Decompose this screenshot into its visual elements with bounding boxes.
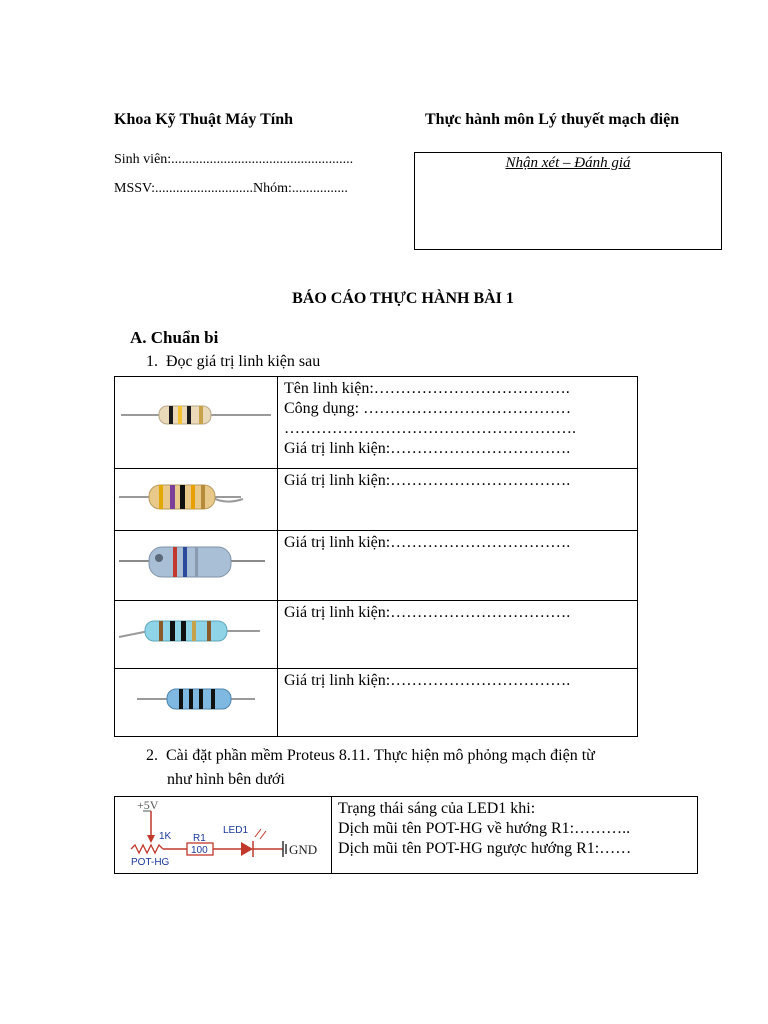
pot-value-label: 1K	[159, 831, 172, 842]
item1	[146, 352, 320, 372]
pot-name-label: POT-HG	[131, 857, 170, 868]
resistor-image	[115, 377, 275, 463]
component-image-cell	[115, 377, 278, 469]
circuit-diagram	[115, 797, 331, 873]
student-id-line	[114, 181, 348, 197]
course-title: Thực hành môn Lý thuyết mạch điện	[425, 111, 680, 128]
component-image-cell	[115, 601, 278, 669]
component-name-line: Tên linh kiện:……………………………….	[284, 380, 570, 397]
component-value-line: Giá trị linh kiện:…………………………….	[284, 534, 571, 551]
item2-number: 2.	[146, 747, 158, 764]
resistor-image	[115, 669, 275, 731]
evaluation-label: Nhận xét – Đánh giá	[505, 155, 631, 171]
report-title: BÁO CÁO THỰC HÀNH BÀI 1	[292, 290, 514, 307]
r1-value-label: 100	[191, 845, 208, 856]
led-name-label: LED1	[223, 825, 249, 836]
component-row	[115, 601, 638, 669]
component-usage-line-2: ……………………………………………….	[284, 420, 576, 437]
item1-text: Đọc giá trị linh kiện sau	[166, 353, 321, 370]
component-image-cell	[115, 469, 278, 531]
item1-number: 1.	[146, 353, 158, 370]
component-value-line: Giá trị linh kiện:…………………………….	[284, 604, 571, 621]
component-value-line: Giá trị linh kiện:…………………………….	[284, 440, 571, 457]
group-label: Nhóm:	[252, 181, 292, 196]
component-row	[115, 377, 638, 469]
resistor-image	[115, 531, 275, 595]
item2-text: Cài đặt phần mềm Proteus 8.11. Thực hiện mô phỏng mạch điện từ	[166, 747, 595, 764]
r1-name-label: R1	[193, 833, 206, 844]
student-name-line: Sinh viên:....................................................	[114, 152, 354, 167]
component-text-cell	[278, 669, 638, 737]
circuit-diagram-cell	[115, 797, 332, 874]
group-dots: ................	[291, 181, 348, 196]
component-row	[115, 531, 638, 601]
item2-line1	[146, 746, 595, 766]
component-value-line: Giá trị linh kiện:…………………………….	[284, 472, 571, 489]
resistor-image	[115, 601, 275, 663]
circuit-table	[114, 796, 698, 874]
student-id-dots: ............................	[154, 181, 253, 196]
led-status-line3: Dịch mũi tên POT-HG ngược hướng R1:……	[338, 840, 632, 857]
component-text-cell	[278, 531, 638, 601]
led-status-line1: Trạng thái sáng của LED1 khi:	[338, 800, 536, 817]
component-text-cell	[278, 377, 638, 469]
led-status-cell	[332, 797, 698, 874]
faculty-title: Khoa Kỹ Thuật Máy Tính	[114, 111, 294, 128]
gnd-label: GND	[289, 842, 318, 857]
section-a-heading: A. Chuẩn bi	[130, 328, 219, 347]
component-value-line: Giá trị linh kiện:…………………………….	[284, 672, 571, 689]
supply-label: +5V	[137, 798, 159, 812]
evaluation-box	[414, 152, 722, 250]
component-usage-line: Công dụng: …………………………………	[284, 400, 572, 417]
component-image-cell	[115, 669, 278, 737]
student-id-label: MSSV:	[114, 181, 155, 196]
component-text-cell	[278, 601, 638, 669]
component-table	[114, 376, 638, 737]
item2-line2: như hình bên dưới	[167, 771, 285, 788]
led-status-line2: Dịch mũi tên POT-HG về hướng R1:………..	[338, 820, 631, 837]
component-image-cell	[115, 531, 278, 601]
component-text-cell	[278, 469, 638, 531]
component-row	[115, 669, 638, 737]
component-row	[115, 469, 638, 531]
resistor-image	[115, 469, 275, 525]
